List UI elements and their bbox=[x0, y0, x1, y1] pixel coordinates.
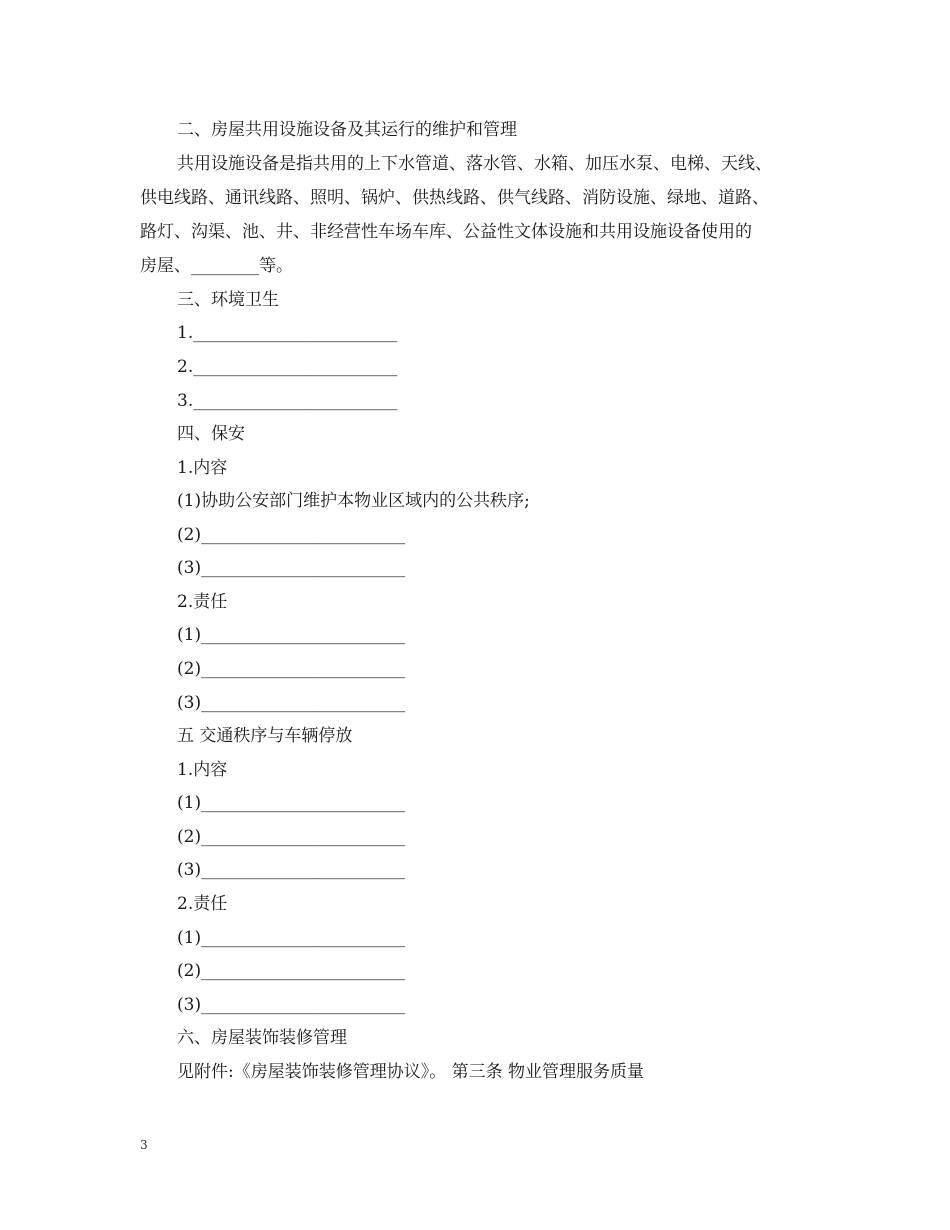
section-heading-3: 三、环境卫生 bbox=[177, 290, 279, 310]
section-heading-4: 四、保安 bbox=[177, 424, 245, 444]
blank-item: (3)________________________ bbox=[177, 693, 406, 713]
blank-item: (1)________________________ bbox=[177, 793, 406, 813]
paragraph-line: 供电线路、通讯线路、照明、锅炉、供热线路、供气线路、消防设施、绿地、道路、 bbox=[140, 188, 769, 208]
blank-item: (1)________________________ bbox=[177, 928, 406, 948]
paragraph-line: 房屋、________等。 bbox=[140, 256, 293, 276]
paragraph-line: 共用设施设备是指共用的上下水管道、落水管、水箱、加压水泵、电梯、天线、 bbox=[177, 154, 772, 174]
blank-item: 2.________________________ bbox=[177, 357, 398, 377]
blank-item: (3)________________________ bbox=[177, 995, 406, 1015]
blank-item: (2)________________________ bbox=[177, 525, 406, 545]
section-heading-6: 六、房屋装饰装修管理 bbox=[177, 1028, 347, 1048]
blank-item: 3.________________________ bbox=[177, 391, 398, 411]
section-heading-5: 五 交通秩序与车辆停放 bbox=[177, 726, 353, 746]
subheading: 2.责任 bbox=[177, 592, 228, 612]
list-item: (1)协助公安部门维护本物业区域内的公共秩序; bbox=[177, 491, 530, 511]
subheading: 1.内容 bbox=[177, 760, 228, 780]
blank-item: (1)________________________ bbox=[177, 625, 406, 645]
paragraph-line: 路灯、沟渠、池、井、非经营性车场车库、公益性文体设施和共用设施设备使用的 bbox=[140, 222, 752, 242]
blank-item: (3)________________________ bbox=[177, 860, 406, 880]
blank-item: (2)________________________ bbox=[177, 827, 406, 847]
paragraph-line: 见附件:《房屋装饰装修管理协议》。 第三条 物业管理服务质量 bbox=[177, 1062, 645, 1082]
subheading: 2.责任 bbox=[177, 894, 228, 914]
subheading: 1.内容 bbox=[177, 458, 228, 478]
page-number: 3 bbox=[140, 1138, 148, 1152]
blank-item: (2)________________________ bbox=[177, 659, 406, 679]
blank-item: 1.________________________ bbox=[177, 323, 398, 343]
section-heading-2: 二、房屋共用设施设备及其运行的维护和管理 bbox=[177, 120, 517, 140]
blank-item: (3)________________________ bbox=[177, 558, 406, 578]
blank-item: (2)________________________ bbox=[177, 961, 406, 981]
